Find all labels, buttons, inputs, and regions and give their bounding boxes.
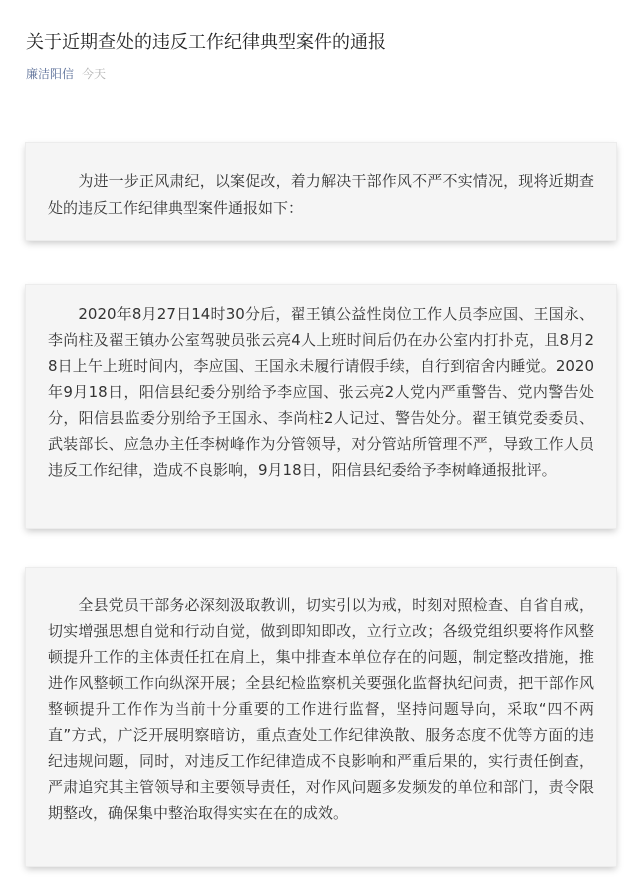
intro-paragraph: 为进一步正风肃纪，以案促改，着力解决干部作风不严不实情况，现将近期查处的违反工作纪律典型案件通报如下： <box>48 172 594 217</box>
article-title: 关于近期查处的违反工作纪律典型案件的通报 <box>26 32 386 53</box>
article-meta <box>26 66 106 82</box>
account-name-link[interactable]: 廉洁阳信 <box>26 67 75 81</box>
requirements-card <box>26 568 616 866</box>
requirements-paragraph: 全县党员干部务必深刻汲取教训，切实引以为戒，时刻对照检查、自省自戒，切实增强思想自觉和行动自觉，做到即知即改，立行立改；各级党组织要将作风整顿提升工作的主体责任扛在肩上，集中排查本单位存在的问题，制定整改措施，推进作风整顿工作向纵深开展；全县纪检监察机关要强化监督执纪问责，把干部作风整顿提升工作作为当前十分重要的工作进行监督，坚持问题导向，采取“四不两直”方式，广泛开展明察暗访，重点查处工作纪律涣散、服务态度不优等方面的违纪违规问题，同时，对违反工作纪律造成不良影响和严重后果的，实行责任倒查，严肃追究其主管领导和主要领导责任，对作风问题多发频发的单位和部门，责令限期整改，确保集中整治取得实实在在的成效。 <box>48 596 594 822</box>
intro-card <box>26 143 616 240</box>
case-card <box>26 285 616 528</box>
case-paragraph: 2020年8月27日14时30分后，翟王镇公益性岗位工作人员李应国、王国永、李尚柱及翟王镇办公室驾驶员张云亮4人上班时间后仍在办公室内打扑克，且8月28日上午上班时间内，李应国、王国永未履行请假手续，自行到宿舍内睡觉。2020年9月18日，阳信县纪委分别给予李应国、张云亮2人党内严重警告、党内警告处分，阳信县监委分别给予王国永、李尚柱2人记过、警告处分。翟王镇党委委员、武装部长、应急办主任李树峰作为分管领导，对分管站所管理不严，导致工作人员违反工作纪律，造成不良影响，9月18日，阳信县纪委给予李树峰通报批评。 <box>48 305 594 479</box>
publish-date: 今天 <box>82 67 107 81</box>
